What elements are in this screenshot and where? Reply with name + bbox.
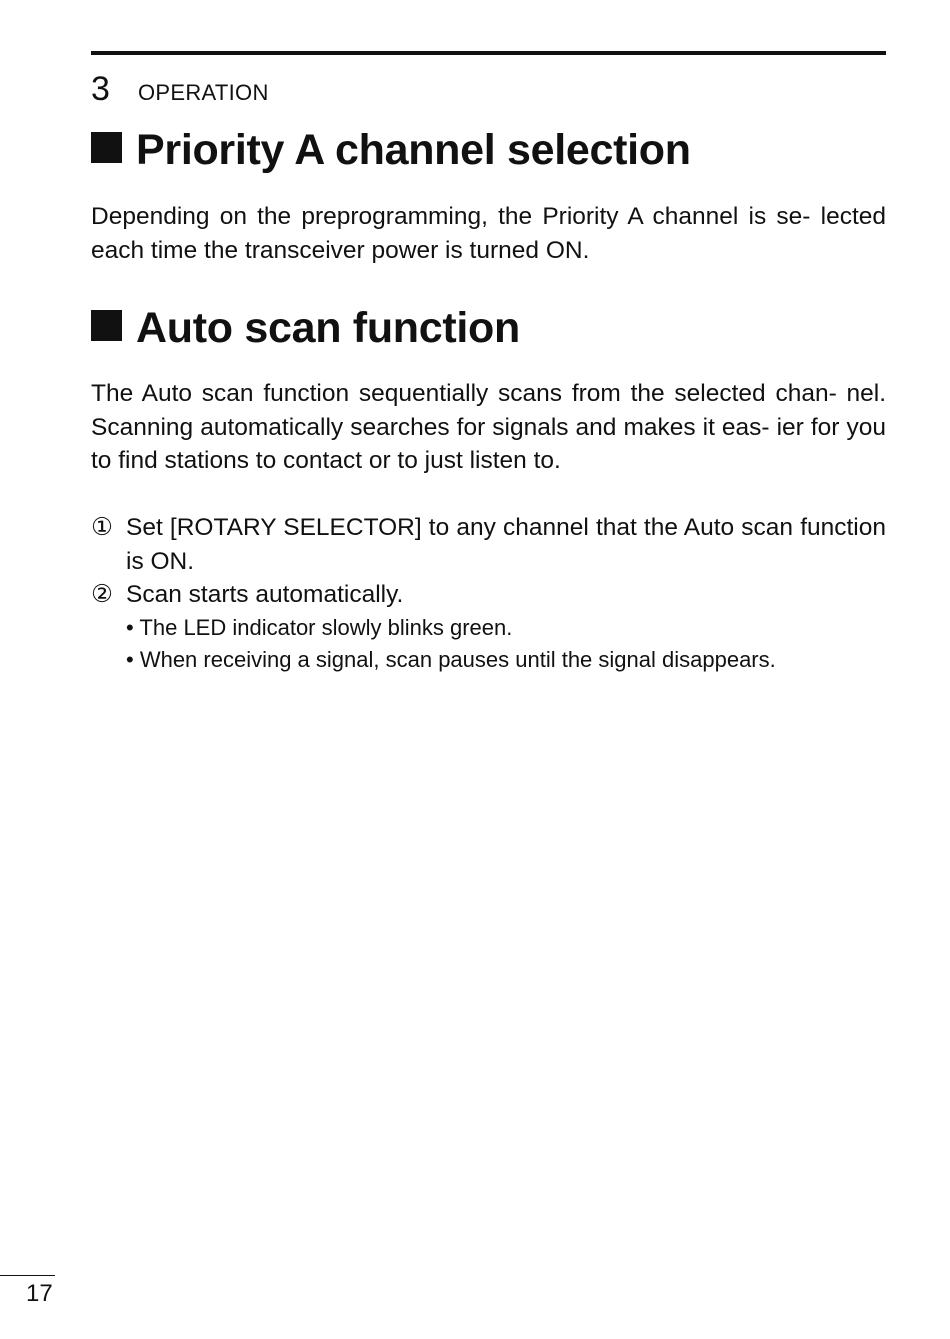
bullet-item: • The LED indicator slowly blinks green. <box>126 615 513 640</box>
step-text: Set [ROTARY SELECTOR] to any channel that the Auto scan function is ON. <box>126 514 886 575</box>
page-number: 17 <box>26 1280 53 1307</box>
auto-scan-paragraph: The Auto scan function sequentially scans from the selected chan- nel. Scanning automatically searches for signals and makes it eas- ier for you to find stations to contact or to just listen to. <box>91 380 886 474</box>
step-text: Scan starts automatically. <box>126 581 404 608</box>
chapter-number: 3 <box>91 70 110 108</box>
priority-a-paragraph: Depending on the preprogramming, the Priority A channel is se- lected each time the transceiver power is turned ON. <box>91 203 886 264</box>
square-bullet-icon <box>91 310 122 341</box>
section-title-priority-a <box>91 125 691 175</box>
step-marker: ① <box>91 514 113 541</box>
footer-rule <box>0 1275 55 1276</box>
header-rule <box>91 51 886 55</box>
chapter-title: OPERATION <box>138 80 269 105</box>
bullet-item: • When receiving a signal, scan pauses until the signal disappears. <box>126 647 776 672</box>
section-title-auto-scan <box>91 303 520 353</box>
step-item <box>91 578 886 612</box>
step-item <box>91 511 886 578</box>
step-marker: ② <box>91 581 113 608</box>
section-title-text: Auto scan function <box>136 304 520 352</box>
square-bullet-icon <box>91 132 122 163</box>
section-title-text: Priority A channel selection <box>136 126 691 174</box>
